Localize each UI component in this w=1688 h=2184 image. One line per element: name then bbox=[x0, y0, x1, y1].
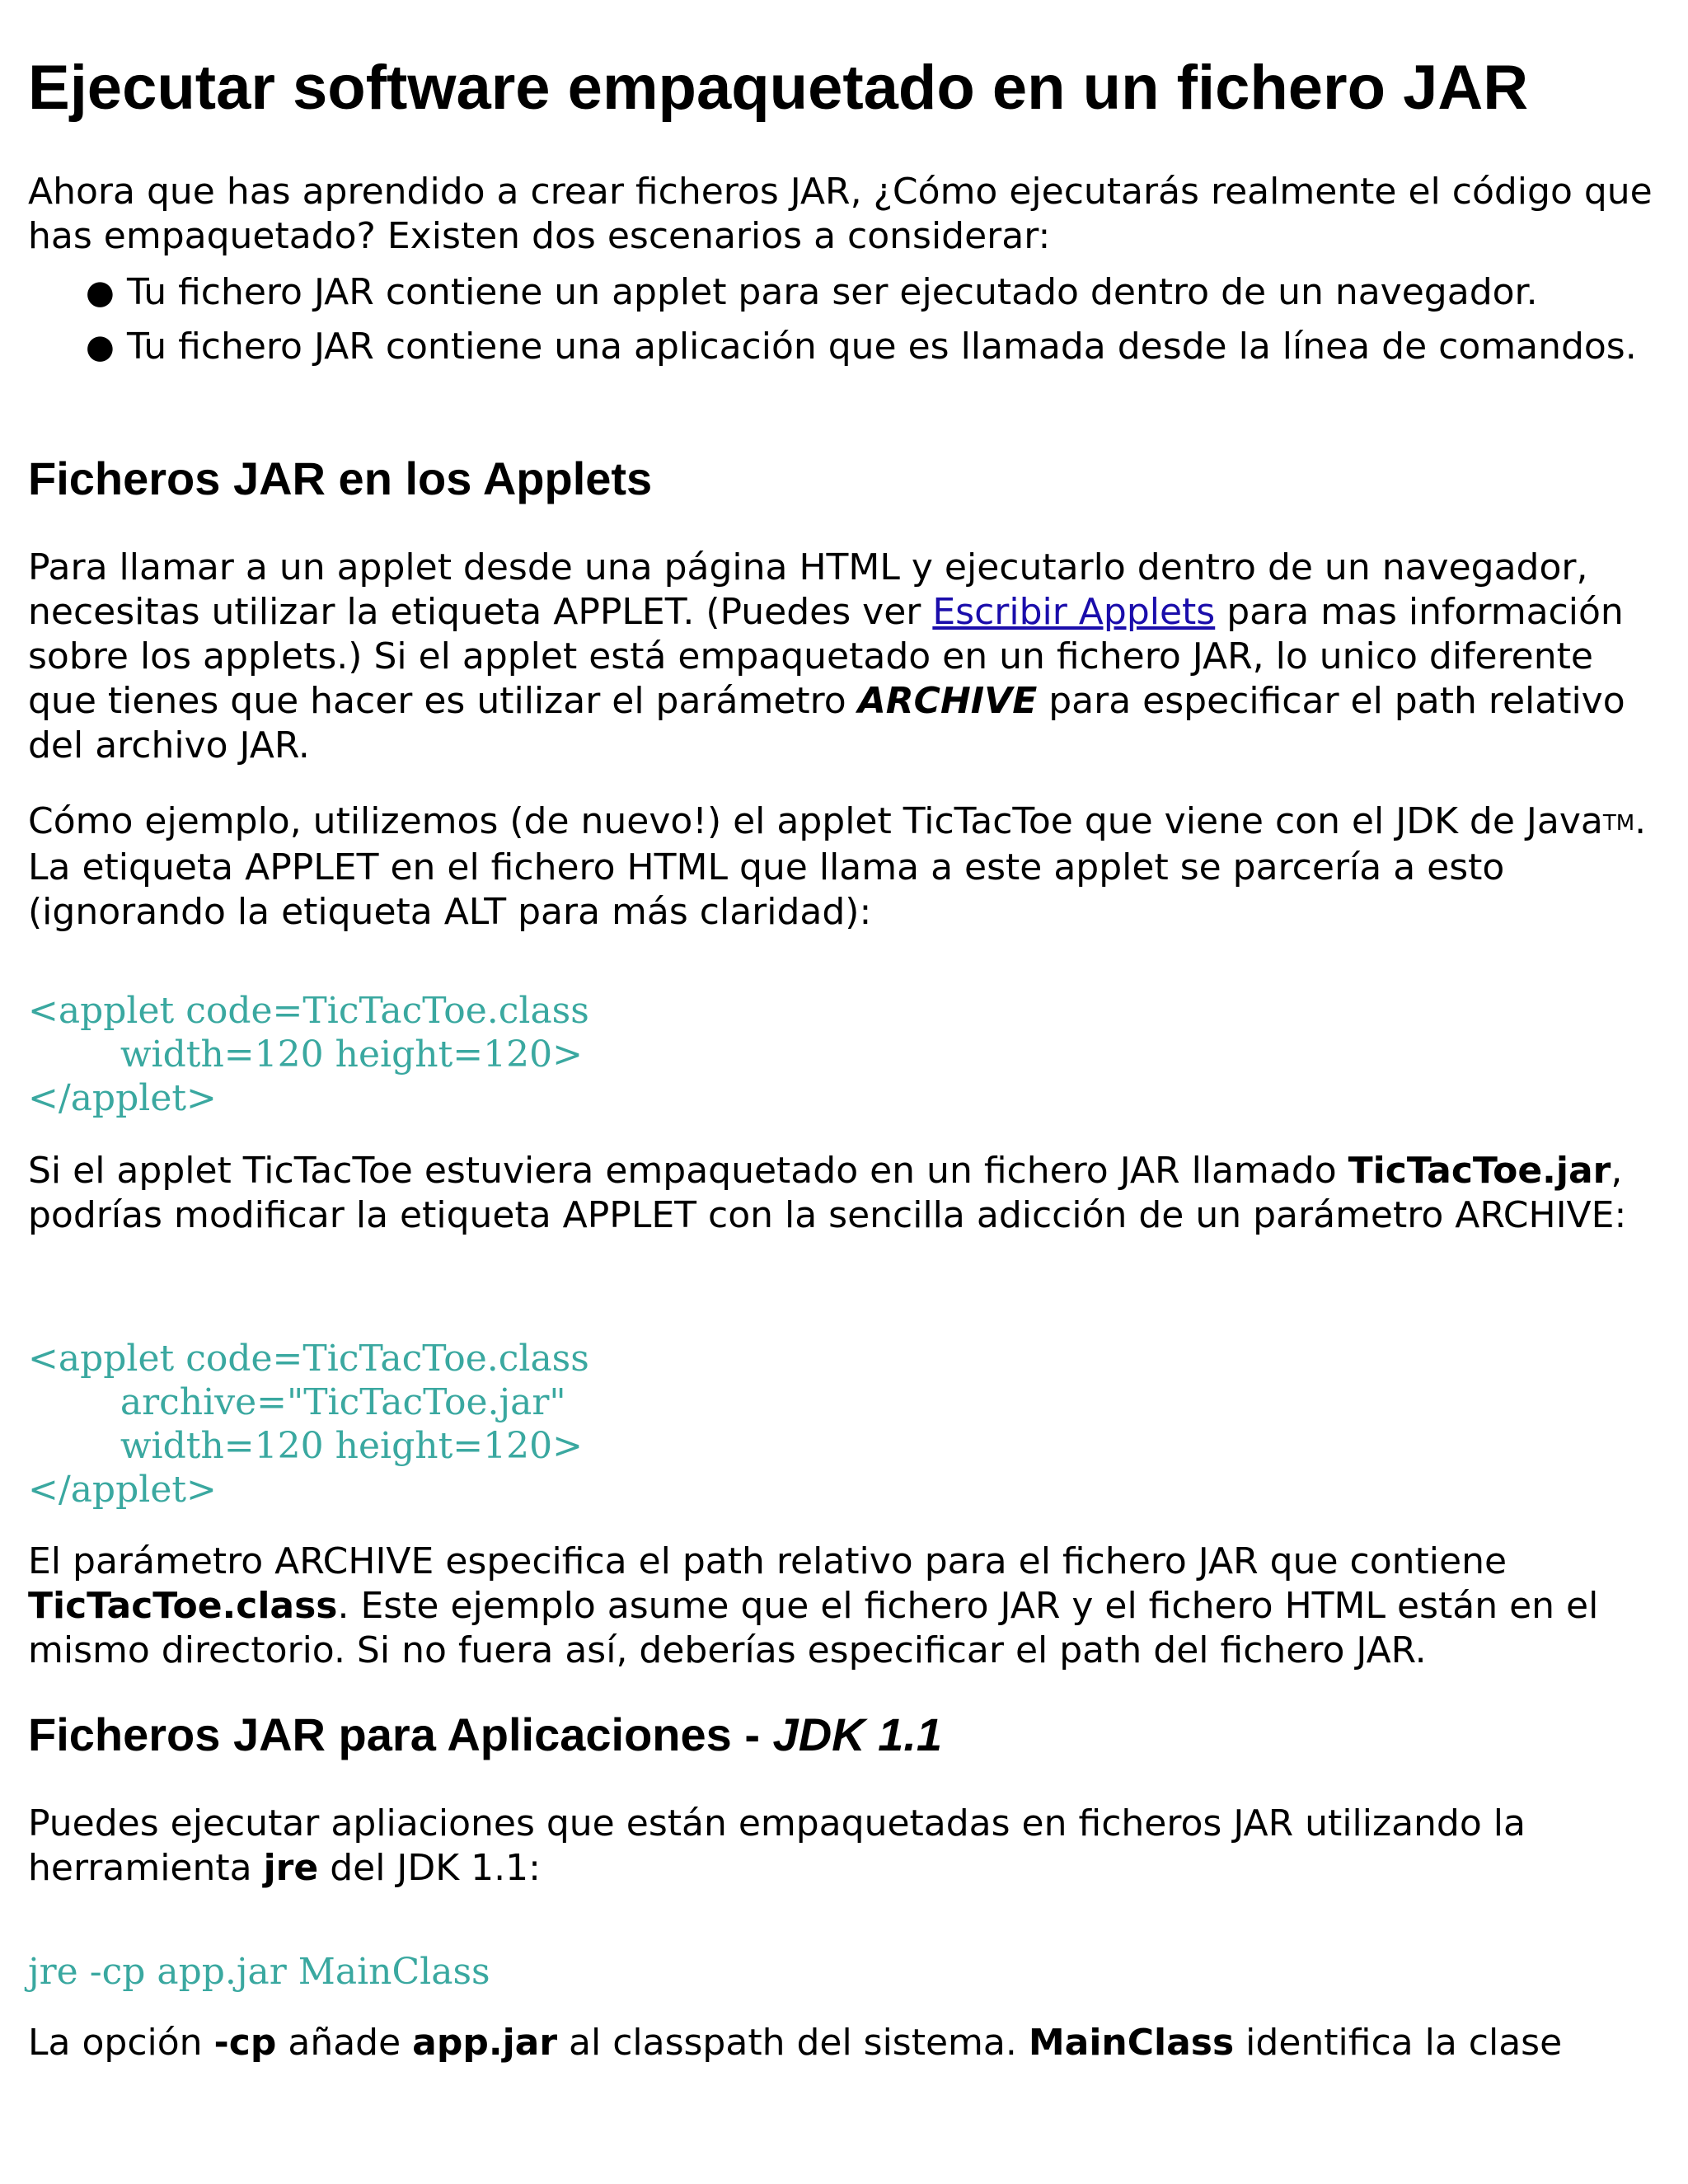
section-heading-applets: Ficheros JAR en los Applets bbox=[28, 452, 653, 504]
applications-paragraph-1: Puedes ejecutar apliaciones que están empaquetadas en ficheros JAR utilizando la herramienta jre del JDK 1.1: bbox=[28, 1802, 1526, 1889]
page-title: Ejecutar software empaquetado en un fichero JAR bbox=[28, 53, 1529, 123]
code-block-applet: <applet code=TicTacToe.class width=120 height=120> </applet> bbox=[28, 990, 589, 1119]
escribir-applets-link[interactable]: Escribir Applets bbox=[932, 591, 1216, 633]
applets-paragraph-4: El parámetro ARCHIVE especifica el path relativo para el fichero JAR que contiene TicTacToe.class. Este ejemplo asume que el fichero JAR y el fichero HTML están en el mismo directorio. Si no fuera así, deberías especificar el path del fichero JAR. bbox=[28, 1540, 1599, 1671]
intro-paragraph: Ahora que has aprendido a crear ficheros JAR, ¿Cómo ejecutarás realmente el código que has empaquetado? Existen dos escenarios a considerar: bbox=[28, 171, 1653, 257]
code-block-jre: jre -cp app.jar MainClass bbox=[28, 1951, 490, 1993]
applications-paragraph-2: La opción -cp añade app.jar al classpath del sistema. MainClass identifica la clase bbox=[28, 2022, 1563, 2064]
scenario-list bbox=[28, 270, 1663, 369]
bullet-icon: ● bbox=[86, 274, 115, 312]
bullet-icon: ● bbox=[86, 328, 115, 366]
section-heading-applications: Ficheros JAR para Aplicaciones - JDK 1.1 bbox=[28, 1708, 942, 1760]
applets-paragraph-3: Si el applet TicTacToe estuviera empaquetado en un fichero JAR llamado TicTacToe.jar, podrías modificar la etiqueta APPLET con la sencilla adicción de un parámetro ARCHIVE: bbox=[28, 1150, 1627, 1236]
applets-paragraph-2: Cómo ejemplo, utilizemos (de nuevo!) el applet TicTacToe que viene con el JDK de JavaTM. La etiqueta APPLET en el fichero HTML que llama a este applet se parcería a esto (ignorando la etiqueta ALT para más claridad): bbox=[28, 800, 1647, 933]
list-item: ● Tu fichero JAR contiene una aplicación que es llamada desde la línea de comandos. bbox=[86, 326, 1637, 368]
list-item: ● Tu fichero JAR contiene un applet para ser ejecutado dentro de un navegador. bbox=[86, 271, 1538, 313]
code-block-applet-archive: <applet code=TicTacToe.class archive="TicTacToe.jar" width=120 height=120> </applet> bbox=[28, 1338, 589, 1511]
applets-paragraph-1: Para llamar a un applet desde una página HTML y ejecutarlo dentro de un navegador, necesitas utilizar la etiqueta APPLET. (Puedes ver Escribir Applets para mas información sobre los applets.) Si el applet está empaquetado en un fichero JAR, lo unico diferente que tienes que hacer es utilizar el parámetro ARCHIVE para especificar el path relativo del archivo JAR. bbox=[28, 546, 1625, 766]
